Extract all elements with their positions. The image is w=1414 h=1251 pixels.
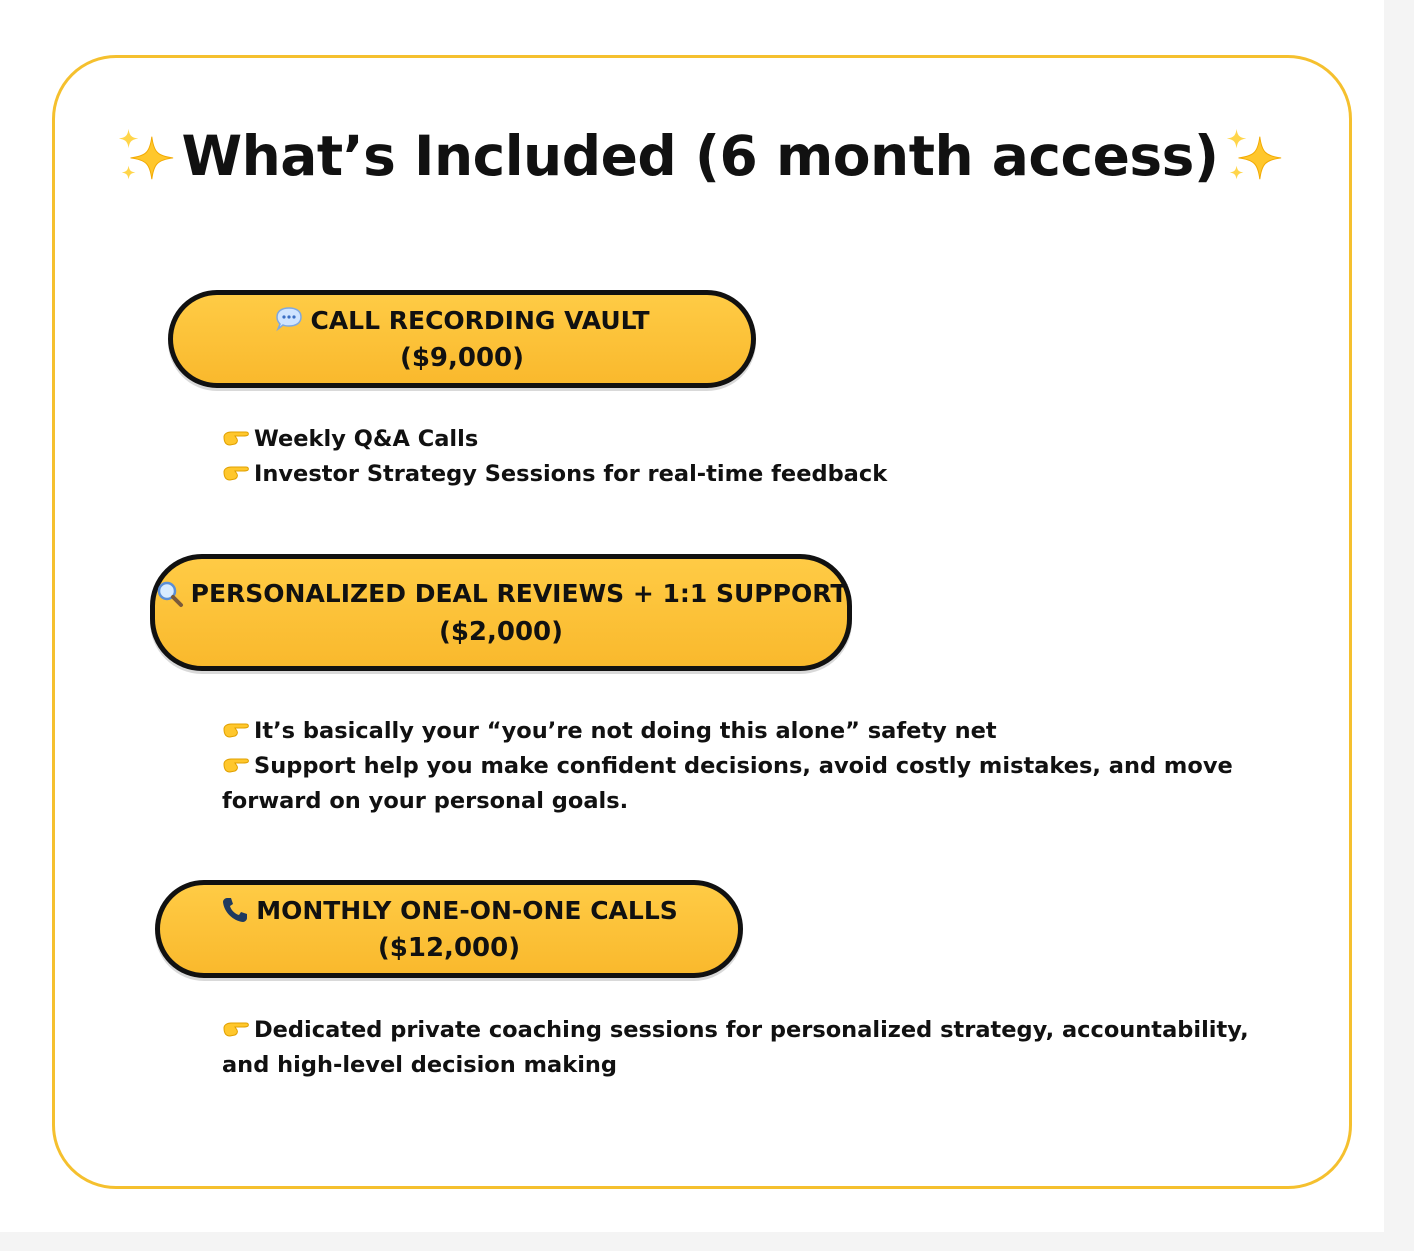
bullet-item <box>222 457 1222 492</box>
telephone-icon <box>220 895 250 925</box>
section-pill-personalized-deal-reviews <box>150 554 852 671</box>
sparkles-icon <box>115 125 177 187</box>
pointing-hand-icon <box>222 720 250 740</box>
bullet-text: Weekly Q&A Calls <box>254 426 479 452</box>
bullet-item <box>222 749 1282 819</box>
section-bullets <box>222 1013 1282 1083</box>
section-title: MONTHLY ONE-ON-ONE CALLS <box>256 895 678 925</box>
section-title-row <box>220 895 678 925</box>
section-bullets <box>222 422 1222 492</box>
bullet-text: Dedicated private coaching sessions for personalized strategy, accountability, and high-level decision making <box>222 1017 1249 1078</box>
bullet-text: Investor Strategy Sessions for real-time feedback <box>254 461 888 487</box>
bullet-item <box>222 422 1222 457</box>
bullet-item <box>222 1013 1282 1083</box>
bullet-text: It’s basically your “you’re not doing this alone” safety net <box>254 718 997 744</box>
section-price: ($9,000) <box>399 343 525 373</box>
bullet-item <box>222 714 1282 749</box>
page-edge-right <box>1384 0 1414 1251</box>
section-title-row <box>155 579 848 609</box>
pointing-hand-icon <box>222 1019 250 1039</box>
section-price: ($2,000) <box>438 616 564 647</box>
bullet-text: Support help you make confident decisions, avoid costly mistakes, and move forward on your personal goals. <box>222 753 1233 814</box>
section-pill-monthly-one-on-one-calls <box>155 880 743 978</box>
page-title: What’s Included (6 month access) <box>181 124 1219 188</box>
title-row <box>110 112 1290 200</box>
section-price: ($12,000) <box>377 933 521 963</box>
pointing-hand-icon <box>222 463 250 483</box>
sparkles-icon <box>1223 125 1285 187</box>
section-pill-call-recording-vault <box>168 290 756 388</box>
page-edge-bottom <box>0 1232 1414 1251</box>
magnifying-glass-icon <box>155 579 185 609</box>
section-title: CALL RECORDING VAULT <box>310 305 650 335</box>
speech-bubble-icon <box>274 305 304 335</box>
pointing-hand-icon <box>222 755 250 775</box>
section-title-row <box>274 305 649 335</box>
pointing-hand-icon <box>222 428 250 448</box>
section-bullets <box>222 714 1282 819</box>
section-title: PERSONALIZED DEAL REVIEWS + 1:1 SUPPORT <box>190 579 848 608</box>
